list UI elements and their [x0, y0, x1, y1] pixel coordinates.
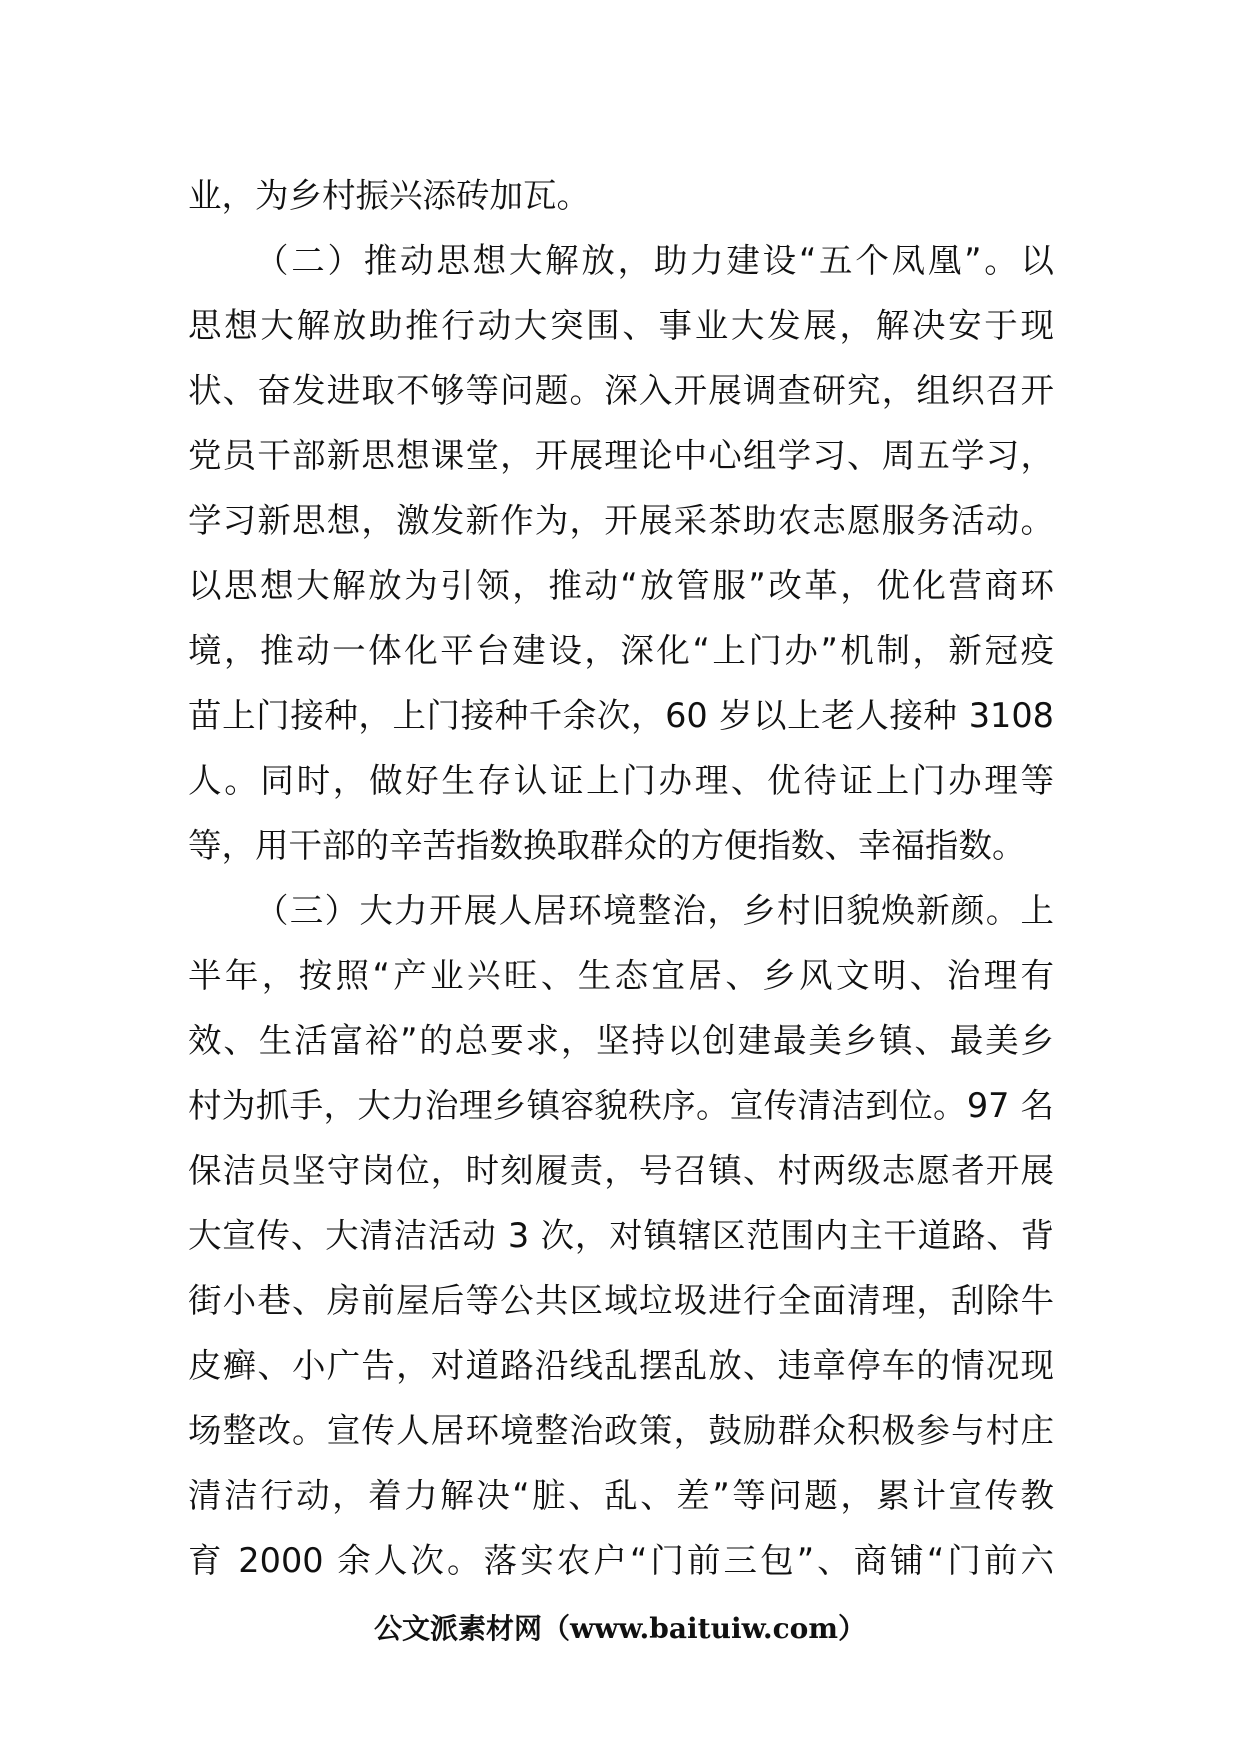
text-line: 学习新思想，激发新作为，开展采茶助农志愿服务活动。	[188, 501, 1054, 540]
text-line: 思想大解放助推行动大突围、事业大发展，解决安于现	[188, 306, 1054, 345]
text-line: 清洁行动，着力解决“脏、乱、差”等问题，累计宣传教	[188, 1476, 1054, 1515]
text-line: 街小巷、房前屋后等公共区域垃圾进行全面清理，刮除牛	[188, 1281, 1054, 1320]
text-line: 人。同时，做好生存认证上门办理、优待证上门办理等	[188, 761, 1054, 800]
text-line: 等，用干部的辛苦指数换取群众的方便指数、幸福指数。	[188, 826, 1026, 865]
text-line: 效、生活富裕”的总要求，坚持以创建最美乡镇、最美乡	[188, 1021, 1054, 1060]
text-line: 状、奋发进取不够等问题。深入开展调查研究，组织召开	[188, 371, 1054, 410]
text-line: （二）推动思想大解放，助力建设“五个凤凰”。以	[255, 241, 1054, 280]
text-line: 苗上门接种，上门接种千余次，60 岁以上老人接种 3108	[188, 696, 1054, 735]
footer-site-name: 公文派素材网	[374, 1612, 543, 1645]
text-line: 党员干部新思想课堂，开展理论中心组学习、周五学习，	[188, 436, 1054, 475]
text-line: 保洁员坚守岗位，时刻履责，号召镇、村两级志愿者开展	[188, 1151, 1054, 1190]
text-line: 场整改。宣传人居环境整治政策，鼓励群众积极参与村庄	[188, 1411, 1054, 1450]
footer-url: （www.baituiw.com）	[542, 1612, 866, 1645]
text-line: 村为抓手，大力治理乡镇容貌秩序。宣传清洁到位。97 名	[188, 1086, 1054, 1125]
text-line: （三）大力开展人居环境整治，乡村旧貌焕新颜。上	[255, 891, 1054, 930]
text-line: 育 2000 余人次。落实农户“门前三包”、商铺“门前六	[188, 1541, 1054, 1580]
document-body	[188, 163, 1054, 1593]
footer-watermark	[0, 1604, 1240, 1654]
text-line: 业，为乡村振兴添砖加瓦。	[188, 176, 590, 215]
text-line: 半年，按照“产业兴旺、生态宜居、乡风文明、治理有	[188, 956, 1054, 995]
text-line: 皮癣、小广告，对道路沿线乱摆乱放、违章停车的情况现	[188, 1346, 1054, 1385]
text-line: 境，推动一体化平台建设，深化“上门办”机制，新冠疫	[188, 631, 1054, 670]
text-line: 以思想大解放为引领，推动“放管服”改革，优化营商环	[188, 566, 1054, 605]
text-line: 大宣传、大清洁活动 3 次，对镇辖区范围内主干道路、背	[188, 1216, 1054, 1255]
